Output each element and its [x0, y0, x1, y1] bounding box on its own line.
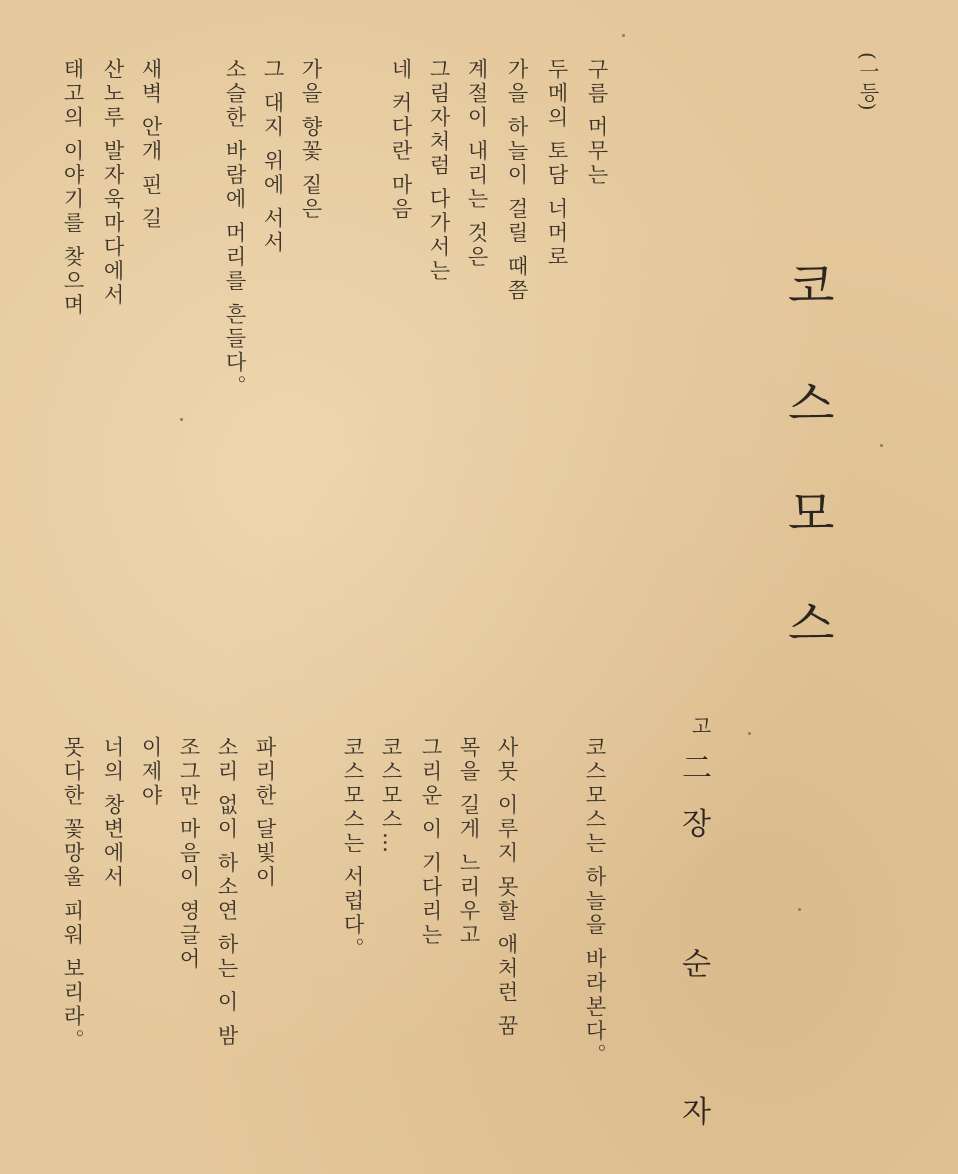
- poem-line: 두메의 토담 너머로: [545, 58, 569, 270]
- title-char-2: 스: [788, 376, 835, 432]
- poem-line: 구름 머무는: [585, 58, 609, 188]
- poem-line: 코스모스는 서럽다。: [341, 736, 365, 962]
- title-char-4: 스: [788, 596, 835, 652]
- poem-line: 사뭇 이루지 못할 애처런 꿈: [495, 736, 519, 1039]
- title-char-1: 코: [788, 258, 835, 314]
- paper-speck: [798, 908, 801, 911]
- title-char-3: 모: [788, 486, 835, 542]
- poem-line: 소슬한 바람에 머리를 흔들다。: [223, 58, 247, 400]
- poem-line: 그리운 이 기다리는: [419, 736, 443, 948]
- paper-speck: [748, 732, 751, 735]
- author-school: 고: [692, 714, 712, 738]
- poem-line: 그림자처럼 다가서는: [427, 58, 451, 284]
- poem-line: 조그만 마음이 영글어: [177, 736, 201, 972]
- author-name-char-1: 장: [682, 807, 711, 842]
- poem-line: 소리 없이 하소연 하는 이 밤: [215, 736, 239, 1049]
- poem-line: 목을 길게 느리우고: [457, 736, 481, 948]
- poem-line: 새벽 안개 핀 길: [139, 58, 163, 232]
- poem-line: 가을 향꽃 짙은: [299, 58, 323, 222]
- poem-line: 이제야: [139, 736, 163, 808]
- poem-line: 태고의 이야기를 찾으며: [61, 58, 85, 318]
- poem-line: 파리한 달빛이: [253, 736, 277, 890]
- paper-speck: [180, 418, 183, 421]
- poem-line: 네 커다란 마음: [389, 58, 413, 222]
- author-name-char-2: 순: [682, 947, 711, 982]
- paper-speck: [880, 444, 883, 447]
- poem-line: 산노루 발자욱마다에서: [101, 58, 125, 308]
- award-mark: (一등): [856, 52, 880, 112]
- poem-line: 계절이 내리는 것은: [465, 58, 489, 270]
- poem-line: 너의 창변에서: [101, 736, 125, 890]
- author-name-char-3: 자: [682, 1095, 711, 1130]
- poem-line: 코스모스는 하늘을 바라본다。: [583, 736, 607, 1068]
- poem-line: 그 대지 위에 서서: [261, 58, 285, 256]
- paper-speck: [622, 34, 625, 37]
- author-grade: 二: [682, 751, 712, 786]
- poem-line: 코스모스…: [379, 736, 403, 856]
- poem-line: 가을 하늘이 걸릴 때쯤: [505, 58, 529, 304]
- poem-line: 못다한 꽃망울 피워 보리라。: [61, 736, 85, 1054]
